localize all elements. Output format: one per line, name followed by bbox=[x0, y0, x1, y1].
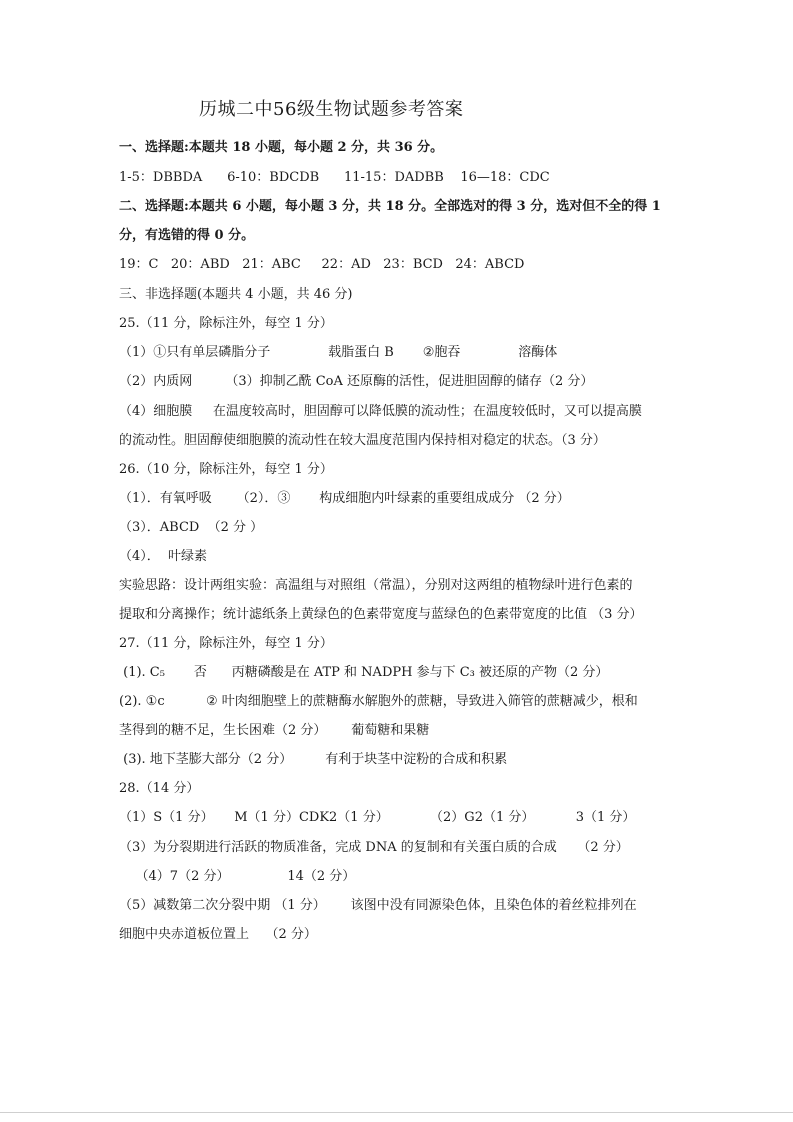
q26-line-3: （4）． 叶绿素 bbox=[119, 549, 208, 564]
q26-line-4: 实验思路：设计两组实验：高温组与对照组（常温），分别对这两组的植物绿叶进行色素的 bbox=[119, 578, 633, 593]
section-2-heading: 二、选择题:本题共 6 小题，每小题 3 分，共 18 分。全部选对的得 3 分，选对但不全的得 1 bbox=[119, 199, 661, 214]
q25-line-1: （1）①只有单层磷脂分子 载脂蛋白 B ②胞吞 溶酶体 bbox=[119, 345, 558, 360]
page-bottom-divider bbox=[0, 1112, 793, 1113]
q26-line-1: （1）．有氧呼吸 （2）．③ 构成细胞内叶绿素的重要组成成分 （2 分） bbox=[119, 491, 570, 506]
q26-heading: 26.（10 分，除标注外，每空 1 分） bbox=[119, 462, 333, 477]
page-title: 历城二中56级生物试题参考答案 bbox=[199, 99, 464, 120]
q28-heading: 28.（14 分） bbox=[119, 781, 200, 796]
q25-line-4: 的流动性。胆固醇使细胞膜的流动性在较大温度范围内保持相对稳定的状态。（3 分） bbox=[119, 433, 606, 448]
q28-line-3: （4）7（2 分） 14（2 分） bbox=[119, 869, 356, 884]
q25-heading: 25.（11 分，除标注外，每空 1 分） bbox=[119, 316, 333, 331]
q26-line-2: （3）．ABCD （2 分 ） bbox=[119, 520, 264, 535]
q28-line-5: 细胞中央赤道板位置上 （2 分） bbox=[119, 927, 317, 942]
section-1-heading: 一、选择题:本题共 18 小题，每小题 2 分，共 36 分。 bbox=[119, 140, 444, 155]
q28-line-1: （1）S（1 分） M（1 分）CDK2（1 分） （2）G2（1 分） 3（1 分） bbox=[119, 810, 636, 825]
q28-line-2: （3）为分裂期进行活跃的物质准备，完成 DNA 的复制和有关蛋白质的合成 （2 分） bbox=[119, 840, 629, 855]
q27-line-2: (2). ①c ② 叶肉细胞壁上的蔗糖酶水解胞外的蔗糖，导致进入筛管的蔗糖减少，根和 bbox=[119, 694, 638, 709]
q27-heading: 27.（11 分，除标注外，每空 1 分） bbox=[119, 636, 333, 651]
section-2-heading-cont: 分，有选错的得 0 分。 bbox=[119, 228, 255, 243]
q25-line-3: （4）细胞膜 在温度较高时，胆固醇可以降低膜的流动性；在温度较低时，又可以提高膜 bbox=[119, 404, 642, 419]
q27-line-1: (1). C₅ 否 丙糖磷酸是在 ATP 和 NADPH 参与下 C₃ 被还原的产物（2 分） bbox=[119, 665, 609, 680]
q25-line-2: （2）内质网 （3）抑制乙酰 CoA 还原酶的活性，促进胆固醇的储存（2 分） bbox=[119, 374, 594, 389]
q26-line-5: 提取和分离操作；统计滤纸条上黄绿色的色素带宽度与蓝绿色的色素带宽度的比值 （3 分） bbox=[119, 607, 643, 622]
q28-line-4: （5）减数第二次分裂中期 （1 分） 该图中没有同源染色体，且染色体的着丝粒排列在 bbox=[119, 898, 637, 913]
answers-1-18: 1-5：DBBDA 6-10：BDCDB 11-15：DADBB 16—18：CDC bbox=[119, 170, 550, 185]
q27-line-3: 茎得到的糖不足，生长困难（2 分） 葡萄糖和果糖 bbox=[119, 723, 430, 738]
section-3-heading: 三、非选择题(本题共 4 小题，共 46 分) bbox=[119, 287, 353, 302]
answers-19-24: 19：C 20：ABD 21：ABC 22：AD 23：BCD 24：ABCD bbox=[119, 257, 525, 272]
q27-line-4: (3). 地下茎膨大部分（2 分） 有利于块茎中淀粉的合成和积累 bbox=[119, 752, 508, 767]
